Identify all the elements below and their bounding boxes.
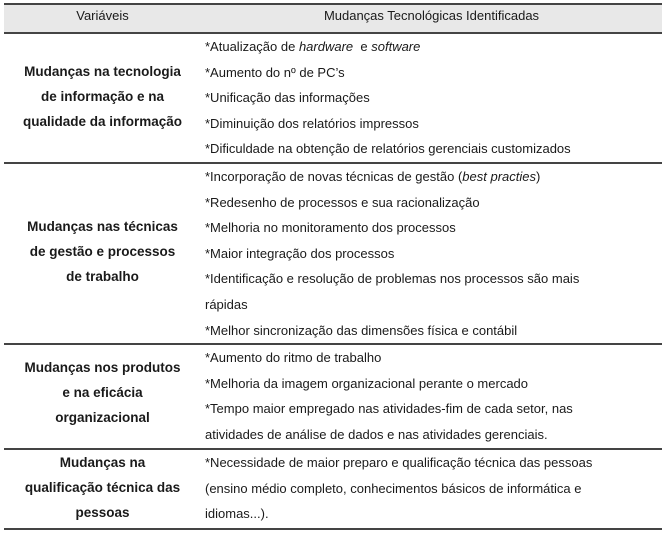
change-item: *Aumento do ritmo de trabalho (205, 350, 382, 366)
variable-line: de gestão e processos (29, 244, 176, 259)
variable-cell (4, 449, 201, 529)
changes-cell (201, 449, 662, 529)
variable-line: Mudanças nos produtos (24, 360, 181, 376)
change-item: *Melhoria no monitoramento dos processos (205, 220, 456, 236)
changes-cell (201, 344, 662, 449)
change-item: *Unificação das informações (205, 90, 370, 106)
change-item: *Tempo maior empregado nas atividades-fim de cada setor, nas (205, 401, 573, 417)
change-item: (ensino médio completo, conhecimentos básicos de informática e (205, 480, 582, 496)
variable-line: Mudanças na (59, 455, 146, 471)
header-changes: Mudanças Tecnológicas Identificadas (201, 4, 662, 33)
change-item: atividades de análise de dados e nas atividades gerenciais. (205, 426, 548, 442)
variable-line: organizacional (55, 410, 150, 426)
variable-line: e na eficácia (62, 385, 143, 401)
table-header-row (4, 4, 662, 33)
technology-changes-table (4, 3, 662, 530)
change-item: *Dificuldade na obtenção de relatórios gerenciais customizados (205, 141, 571, 157)
change-item: *Incorporação de novas técnicas de gestão (best practies) (205, 169, 541, 184)
table-row (4, 344, 662, 449)
variable-cell (4, 344, 201, 449)
variable-line: de trabalho (66, 269, 139, 284)
variable-line: qualidade da informação (22, 114, 183, 129)
change-item: *Diminuição dos relatórios impressos (205, 115, 419, 131)
change-item: idiomas...). (205, 506, 269, 522)
changes-cell (201, 33, 662, 163)
change-item: *Necessidade de maior preparo e qualificação técnica das pessoas (205, 455, 593, 471)
table-row (4, 163, 662, 344)
changes-cell (201, 163, 662, 344)
change-item: *Atualização de hardware e software (205, 39, 421, 54)
header-variables: Variáveis (4, 4, 201, 33)
variable-line: de informação e na (40, 89, 165, 104)
table-row (4, 449, 662, 529)
change-item: *Melhoria da imagem organizacional perante o mercado (205, 375, 529, 391)
change-item: *Melhor sincronização das dimensões física e contábil (205, 322, 518, 338)
change-item: *Maior integração dos processos (205, 245, 395, 261)
change-item: rápidas (205, 296, 248, 312)
variable-line: Mudanças na tecnologia (24, 64, 181, 79)
variable-line: qualificação técnica das (24, 480, 181, 496)
change-item: *Redesenho de processos e sua racionalização (205, 194, 480, 210)
change-item: *Identificação e resolução de problemas nos processos são mais (205, 271, 580, 287)
variable-cell (4, 33, 201, 163)
variable-line: Mudanças nas técnicas (27, 219, 178, 234)
table-row (4, 33, 662, 163)
variable-line: pessoas (75, 505, 130, 521)
change-item: *Aumento do nº de PC’s (205, 64, 345, 80)
variable-cell (4, 163, 201, 344)
